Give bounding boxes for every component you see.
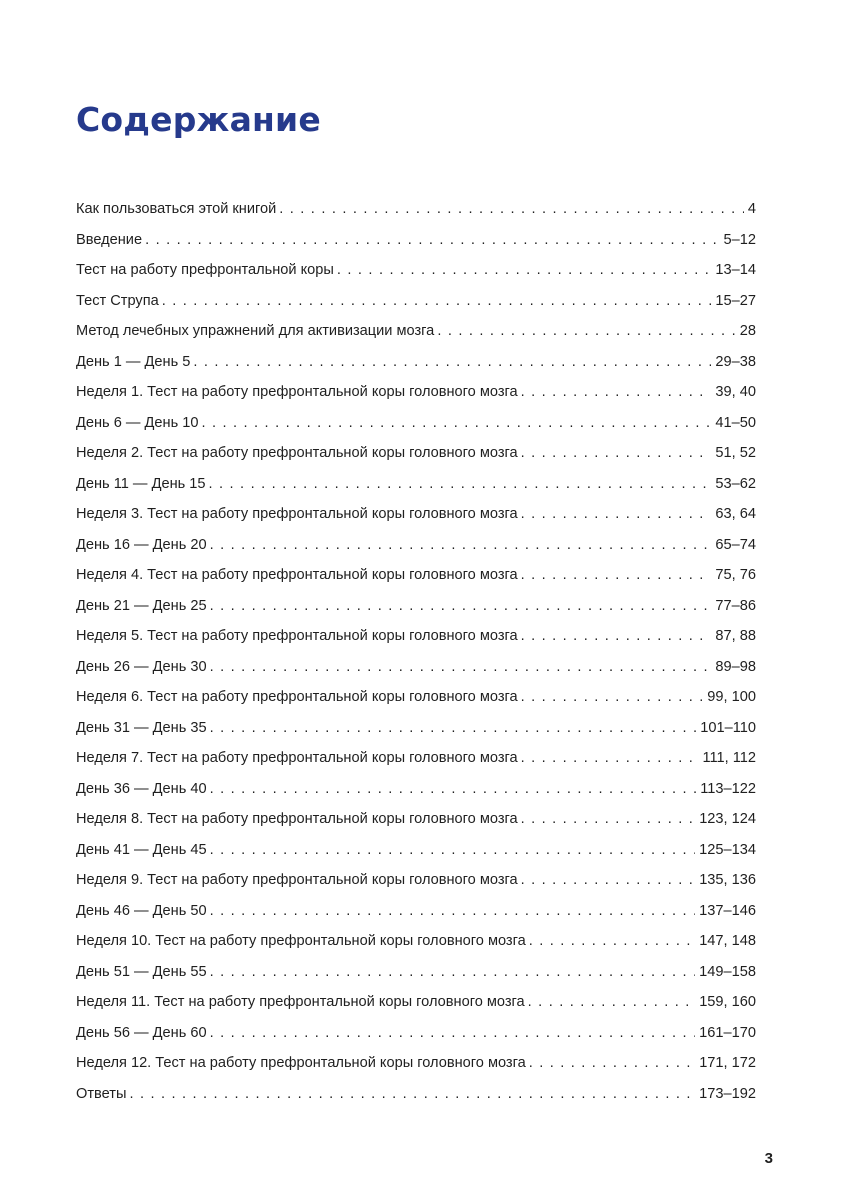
toc-dot-leader <box>521 377 712 408</box>
toc-entry-label: Метод лечебных упражнений для активизации мозга <box>76 323 435 339</box>
toc-entry <box>76 255 756 286</box>
toc-entry-page: 89–98 <box>715 658 756 675</box>
toc-entry-label: Неделя 5. Тест на работу префронтальной коры головного мозга <box>76 628 518 644</box>
toc-entry-label: День 36 — День 40 <box>76 780 207 797</box>
toc-dot-leader <box>521 621 712 652</box>
toc-dot-leader <box>210 896 696 927</box>
table-of-contents <box>76 194 756 1109</box>
toc-entry-page: 77–86 <box>715 597 756 614</box>
toc-entry-label: День 46 — День 50 <box>76 902 207 919</box>
toc-dot-leader <box>145 225 719 256</box>
toc-entry-page: 51, 52 <box>715 445 756 461</box>
toc-entry-label: Тест на работу префронтальной коры <box>76 262 334 278</box>
toc-entry-label: Неделя 1. Тест на работу префронтальной коры головного мозга <box>76 384 518 400</box>
toc-entry-label: Неделя 6. Тест на работу префронтальной коры головного мозга <box>76 689 518 705</box>
toc-entry <box>76 743 756 774</box>
toc-entry <box>76 377 756 408</box>
toc-dot-leader <box>210 530 712 561</box>
toc-entry-page: 113–122 <box>700 780 756 797</box>
page-title: Содержание <box>76 100 321 139</box>
toc-entry-label: Неделя 7. Тест на работу префронтальной коры головного мозга <box>76 750 518 766</box>
toc-entry-page: 75, 76 <box>715 567 756 583</box>
toc-entry <box>76 865 756 896</box>
toc-entry-label: День 41 — День 45 <box>76 841 207 858</box>
toc-entry-label: Неделя 10. Тест на работу префронтальной коры головного мозга <box>76 933 526 949</box>
toc-entry <box>76 438 756 469</box>
toc-dot-leader <box>210 1018 696 1049</box>
toc-entry-label: День 26 — День 30 <box>76 658 207 675</box>
toc-entry <box>76 682 756 713</box>
toc-entry-page: 87, 88 <box>715 628 756 644</box>
toc-dot-leader <box>210 652 712 683</box>
toc-entry-page: 123, 124 <box>699 811 756 827</box>
toc-dot-leader <box>521 438 712 469</box>
toc-dot-leader <box>202 408 712 439</box>
toc-entry <box>76 408 756 439</box>
toc-dot-leader <box>193 347 711 378</box>
toc-entry-page: 39, 40 <box>715 384 756 400</box>
toc-entry-page: 65–74 <box>715 536 756 553</box>
toc-entry <box>76 1018 756 1049</box>
toc-entry-page: 41–50 <box>715 414 756 431</box>
toc-entry-page: 111, 112 <box>702 750 756 766</box>
toc-entry-label: Тест Струпа <box>76 292 159 309</box>
toc-entry-label: Неделя 3. Тест на работу префронтальной коры головного мозга <box>76 506 518 522</box>
toc-entry-label: День 6 — День 10 <box>76 414 199 431</box>
toc-entry-page: 99, 100 <box>707 689 756 705</box>
toc-entry-page: 135, 136 <box>699 872 756 888</box>
toc-entry <box>76 1048 756 1079</box>
toc-entry <box>76 835 756 866</box>
toc-dot-leader <box>521 865 696 896</box>
toc-entry-label: День 51 — День 55 <box>76 963 207 980</box>
toc-entry <box>76 225 756 256</box>
toc-entry <box>76 530 756 561</box>
toc-entry <box>76 560 756 591</box>
toc-entry <box>76 987 756 1018</box>
toc-entry-page: 13–14 <box>715 262 756 278</box>
toc-entry-page: 53–62 <box>715 475 756 492</box>
toc-entry <box>76 286 756 317</box>
toc-entry-label: День 31 — День 35 <box>76 719 207 736</box>
toc-entry-page: 137–146 <box>699 902 756 919</box>
toc-dot-leader <box>521 804 696 835</box>
toc-entry-label: Неделя 11. Тест на работу префронтальной коры головного мозга <box>76 994 525 1010</box>
toc-dot-leader <box>209 469 712 500</box>
toc-dot-leader <box>210 713 697 744</box>
toc-entry <box>76 926 756 957</box>
toc-entry <box>76 1079 756 1110</box>
toc-entry-page: 171, 172 <box>699 1055 756 1071</box>
toc-entry-label: Неделя 4. Тест на работу префронтальной коры головного мозга <box>76 567 518 583</box>
toc-dot-leader <box>210 957 696 988</box>
toc-dot-leader <box>210 835 696 866</box>
toc-entry-page: 29–38 <box>715 353 756 370</box>
toc-entry-page: 125–134 <box>699 841 756 858</box>
toc-entry-label: Неделя 8. Тест на работу префронтальной коры головного мозга <box>76 811 518 827</box>
toc-dot-leader <box>210 591 712 622</box>
toc-entry <box>76 194 756 225</box>
toc-entry-label: Неделя 2. Тест на работу префронтальной коры головного мозга <box>76 445 518 461</box>
toc-entry-label: Неделя 12. Тест на работу префронтальной коры головного мозга <box>76 1055 526 1071</box>
toc-entry-page: 5–12 <box>723 231 756 248</box>
toc-entry-label: День 56 — День 60 <box>76 1024 207 1041</box>
toc-entry-page: 147, 148 <box>699 933 756 949</box>
toc-entry <box>76 469 756 500</box>
toc-entry-page: 149–158 <box>699 963 756 980</box>
toc-entry-label: День 21 — День 25 <box>76 597 207 614</box>
toc-entry <box>76 347 756 378</box>
toc-entry-label: День 1 — День 5 <box>76 353 191 370</box>
toc-entry <box>76 804 756 835</box>
toc-entry-page: 63, 64 <box>715 506 756 522</box>
toc-entry-label: День 16 — День 20 <box>76 536 207 553</box>
toc-entry <box>76 591 756 622</box>
toc-entry <box>76 774 756 805</box>
toc-entry-label: День 11 — День 15 <box>76 475 206 492</box>
toc-dot-leader <box>521 682 704 713</box>
toc-entry <box>76 896 756 927</box>
toc-dot-leader <box>521 743 699 774</box>
toc-entry <box>76 713 756 744</box>
toc-entry <box>76 621 756 652</box>
toc-entry-page: 159, 160 <box>699 994 756 1010</box>
toc-dot-leader <box>337 255 712 286</box>
toc-entry-page: 101–110 <box>700 719 756 736</box>
toc-dot-leader <box>129 1079 695 1110</box>
toc-dot-leader <box>162 286 712 317</box>
toc-entry-page: 15–27 <box>715 292 756 309</box>
toc-entry-page: 4 <box>747 201 756 217</box>
toc-entry <box>76 652 756 683</box>
toc-dot-leader <box>529 1048 695 1079</box>
toc-entry <box>76 316 756 347</box>
toc-dot-leader <box>528 987 696 1018</box>
toc-entry-label: Как пользоваться этой книгой <box>76 201 277 217</box>
page-number: 3 <box>764 1150 773 1167</box>
toc-entry-page: 28 <box>739 323 756 339</box>
toc-entry-label: Неделя 9. Тест на работу префронтальной коры головного мозга <box>76 872 518 888</box>
toc-dot-leader <box>437 316 735 347</box>
toc-entry <box>76 499 756 530</box>
toc-dot-leader <box>279 194 744 225</box>
toc-dot-leader <box>529 926 695 957</box>
toc-dot-leader <box>521 499 712 530</box>
toc-entry-page: 173–192 <box>699 1085 756 1102</box>
toc-entry-label: Ответы <box>76 1085 127 1102</box>
toc-entry <box>76 957 756 988</box>
toc-entry-page: 161–170 <box>699 1024 756 1041</box>
toc-dot-leader <box>210 774 697 805</box>
toc-entry-label: Введение <box>76 231 143 248</box>
toc-dot-leader <box>521 560 712 591</box>
